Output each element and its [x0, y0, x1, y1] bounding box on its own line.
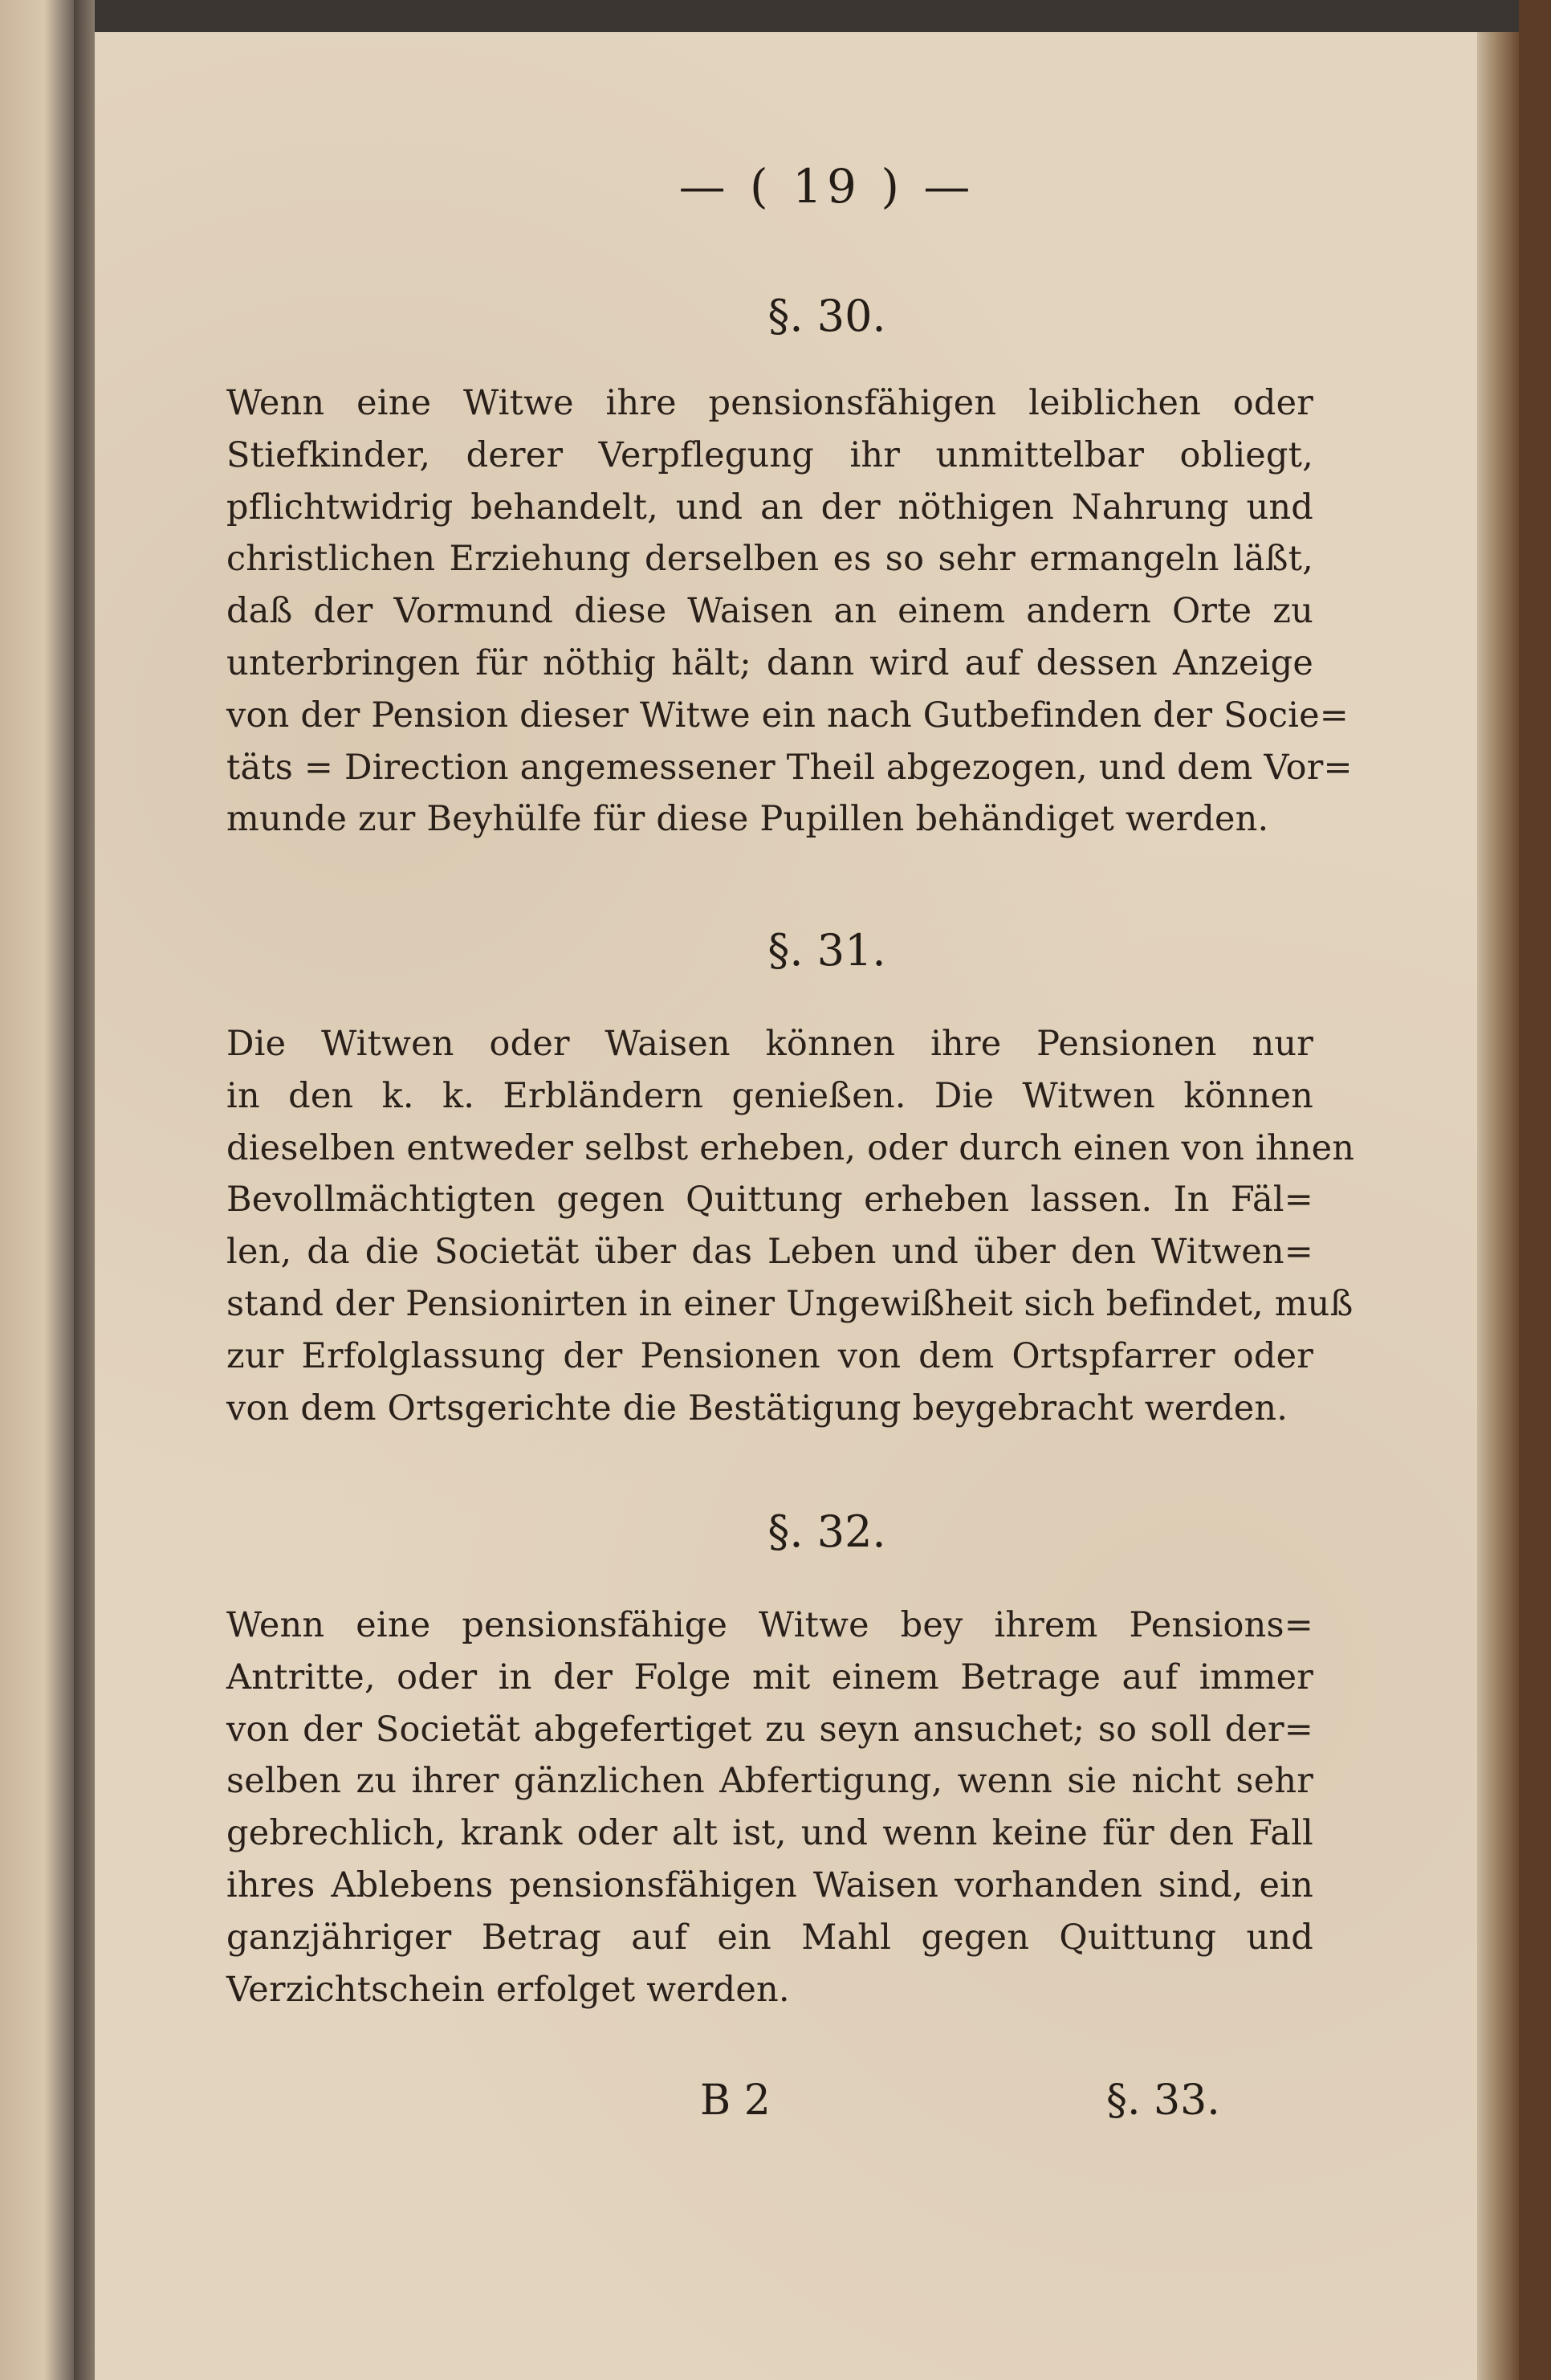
signature-mark: B 2	[700, 2076, 771, 2125]
text-line: daß der Vormund diese Waisen an einem andern Orte zu	[226, 591, 1313, 632]
text-line: gebrechlich, krank oder alt ist, und wenn keine für den Fall	[226, 1813, 1313, 1854]
section-32-paragraph	[226, 1600, 1313, 2015]
text-line: Die Witwen oder Waisen können ihre Pensionen nur	[226, 1024, 1313, 1064]
text-line: ihres Ablebens pensionsfähigen Waisen vorhanden sind, ein	[226, 1864, 1313, 1905]
cover-board	[1519, 0, 1551, 2380]
text-line: munde zur Beyhülfe für diese Pupillen behändiget werden.	[226, 799, 1269, 840]
text-line: stand der Pensionirten in einer Ungewißheit sich befindet, muß	[226, 1283, 1354, 1324]
section-31-paragraph	[226, 1018, 1355, 1434]
text-line: von der Pension dieser Witwe ein nach Gutbefinden der Socie=	[226, 695, 1349, 736]
text-line: Antritte, oder in der Folge mit einem Betrage auf immer	[226, 1657, 1313, 1697]
text-line: unterbringen für nöthig hält; dann wird auf dessen Anzeige	[226, 642, 1313, 683]
catchword: §. 33.	[1106, 2076, 1220, 2125]
page-stack-edge	[1477, 32, 1519, 2380]
text-line: pflichtwidrig behandelt, und an der nöthigen Nahrung und	[226, 487, 1313, 528]
text-line: dieselben entweder selbst erheben, oder durch einen von ihnen	[226, 1127, 1355, 1168]
text-line: von dem Ortsgerichte die Bestätigung beygebracht werden.	[226, 1388, 1288, 1428]
section-heading-32: §. 32.	[767, 1506, 886, 1557]
text-line: christlichen Erziehung derselben es so sehr ermangeln läßt,	[226, 539, 1313, 580]
text-line: Wenn eine pensionsfähige Witwe bey ihrem Pensions=	[226, 1605, 1313, 1645]
text-line: von der Societät abgefertiget zu seyn ansuchet; so soll der=	[226, 1709, 1313, 1750]
section-heading-30: §. 30.	[767, 291, 886, 341]
text-line: Stiefkinder, derer Verpflegung ihr unmittelbar obliegt,	[226, 434, 1313, 475]
text-line: selben zu ihrer gänzlichen Abfertigung, wenn sie nicht sehr	[226, 1761, 1313, 1802]
section-heading-31: §. 31.	[767, 925, 886, 976]
text-line: in den k. k. Erbländern genießen. Die Witwen können	[226, 1075, 1313, 1116]
text-line: Bevollmächtigten gegen Quittung erheben lassen. In Fäl=	[226, 1180, 1313, 1221]
text-line: täts = Direction angemessener Theil abgezogen, und dem Vor=	[226, 747, 1353, 788]
book-gutter	[74, 0, 95, 2380]
section-30-paragraph	[226, 377, 1353, 846]
facing-page-edge	[0, 0, 74, 2380]
text-line: Wenn eine Witwe ihre pensionsfähigen leiblichen oder	[226, 383, 1313, 423]
text-line: zur Erfolglassung der Pensionen von dem Ortspfarrer oder	[226, 1335, 1313, 1376]
text-line: Verzichtschein erfolget werden.	[226, 1969, 790, 2010]
text-line: ganzjähriger Betrag auf ein Mahl gegen Quittung und	[226, 1917, 1313, 1958]
page-number-header: — ( 19 ) —	[678, 159, 975, 214]
text-line: len, da die Societät über das Leben und über den Witwen=	[226, 1232, 1313, 1273]
